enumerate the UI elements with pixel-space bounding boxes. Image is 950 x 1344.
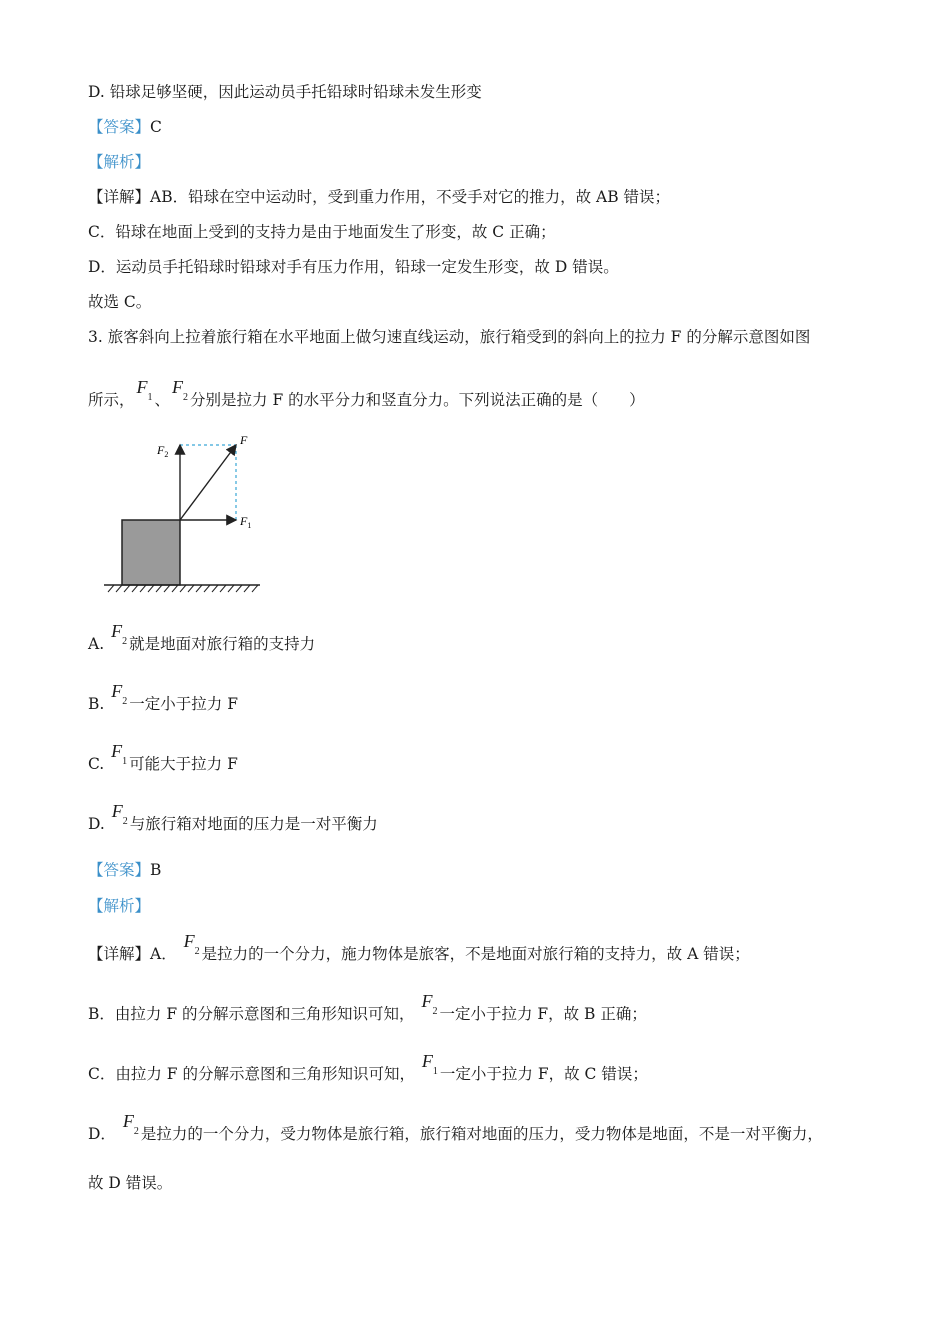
symbol-f2: $F_2$ [183, 931, 200, 957]
q3-detail-b [88, 991, 647, 1032]
q3-detail-d [88, 1111, 823, 1152]
stem-suffix: 分别是拉力 F 的水平分力和竖直分力。下列说法正确的是（ ） [190, 391, 645, 409]
q2-answer [88, 117, 162, 137]
stem-prefix: 所示， [88, 391, 135, 409]
symbol-f1: $F_1$ [136, 377, 153, 403]
q2-detail-d: D．运动员手托铅球时铅球对手有压力作用，铅球一定发生形变，故 D 错误。 [88, 258, 619, 276]
symbol-f2: $F_2$ [111, 801, 128, 827]
q3-option-c [88, 741, 238, 782]
symbol-f2: $F_2$ [421, 991, 438, 1017]
q3-detail-c [88, 1051, 648, 1092]
q2-detail-ab [88, 187, 670, 207]
detail-text: AB．铅球在空中运动时，受到重力作用，不受手对它的推力，故 AB 错误； [150, 188, 671, 206]
option-c-text: 可能大于拉力 F [129, 755, 238, 773]
detail-d-text: 是拉力的一个分力，受力物体是旅行箱，旅行箱对地面的压力，受力物体是地面，不是一对平衡力， [140, 1125, 823, 1143]
detail-b-prefix: B．由拉力 F 的分解示意图和三角形知识可知， [88, 1005, 415, 1023]
answer-value: B [150, 861, 162, 879]
detail-c-text: 一定小于拉力 F，故 C 错误； [439, 1065, 648, 1083]
symbol-f1: $F_1$ [111, 741, 128, 767]
q3-answer [88, 860, 161, 880]
label-f2: $F_2$ [157, 443, 169, 459]
option-a-text: 就是地面对旅行箱的支持力 [129, 635, 316, 653]
q2-analysis-tag: 【解析】 [88, 153, 151, 171]
q2-option-d: D. 铅球足够坚硬，因此运动员手托铅球时铅球未发生形变 [88, 83, 482, 101]
q3-option-d [88, 801, 378, 842]
option-d-prefix: D. [88, 815, 105, 833]
detail-tag: 【详解】 [88, 945, 151, 963]
symbol-f2: $F_2$ [111, 621, 128, 647]
symbol-f1: $F_1$ [421, 1051, 438, 1077]
option-d-text: 与旅行箱对地面的压力是一对平衡力 [129, 815, 378, 833]
suitcase-box [122, 520, 180, 585]
detail-b-text: 一定小于拉力 F，故 B 正确； [439, 1005, 647, 1023]
symbol-f2: $F_2$ [122, 1111, 139, 1137]
stem-sep: 、 [154, 391, 171, 409]
arrow-f [180, 445, 236, 520]
option-a-prefix: A. [88, 635, 105, 653]
q2-conclusion: 故选 C。 [88, 293, 152, 311]
q3-stem-line1: 3. 旅客斜向上拉着旅行箱在水平地面上做匀速直线运动，旅行箱受到的斜向上的拉力 F 的分解示意图如图 [88, 328, 811, 346]
option-c-prefix: C. [88, 755, 105, 773]
detail-d-prefix: D． [88, 1125, 116, 1143]
symbol-f2: $F_2$ [172, 377, 189, 403]
detail-a-text: 是拉力的一个分力，施力物体是旅客，不是地面对旅行箱的支持力，故 A 错误； [201, 945, 750, 963]
option-b-prefix: B. [88, 695, 105, 713]
detail-tag: 【详解】 [88, 188, 151, 206]
detail-a-prefix: A． [150, 945, 177, 963]
answer-value: C [150, 118, 162, 136]
label-f1: $F_1$ [240, 514, 252, 530]
detail-c-prefix: C．由拉力 F 的分解示意图和三角形知识可知， [88, 1065, 415, 1083]
force-diagram [100, 430, 270, 600]
option-b-text: 一定小于拉力 F [129, 695, 238, 713]
q2-detail-c: C．铅球在地面上受到的支持力是由于地面发生了形变，故 C 正确； [88, 223, 556, 241]
ground-hatch [108, 585, 258, 592]
q3-analysis-tag: 【解析】 [88, 897, 151, 915]
answer-tag: 【答案】 [88, 861, 151, 879]
q3-stem-line2 [88, 377, 645, 418]
q3-detail-d-cont: 故 D 错误。 [88, 1174, 173, 1192]
label-f: F [240, 433, 248, 447]
q3-option-b [88, 681, 238, 722]
symbol-f2: $F_2$ [111, 681, 128, 707]
answer-tag: 【答案】 [88, 118, 151, 136]
q3-option-a [88, 621, 316, 662]
q3-detail-a [88, 931, 750, 972]
